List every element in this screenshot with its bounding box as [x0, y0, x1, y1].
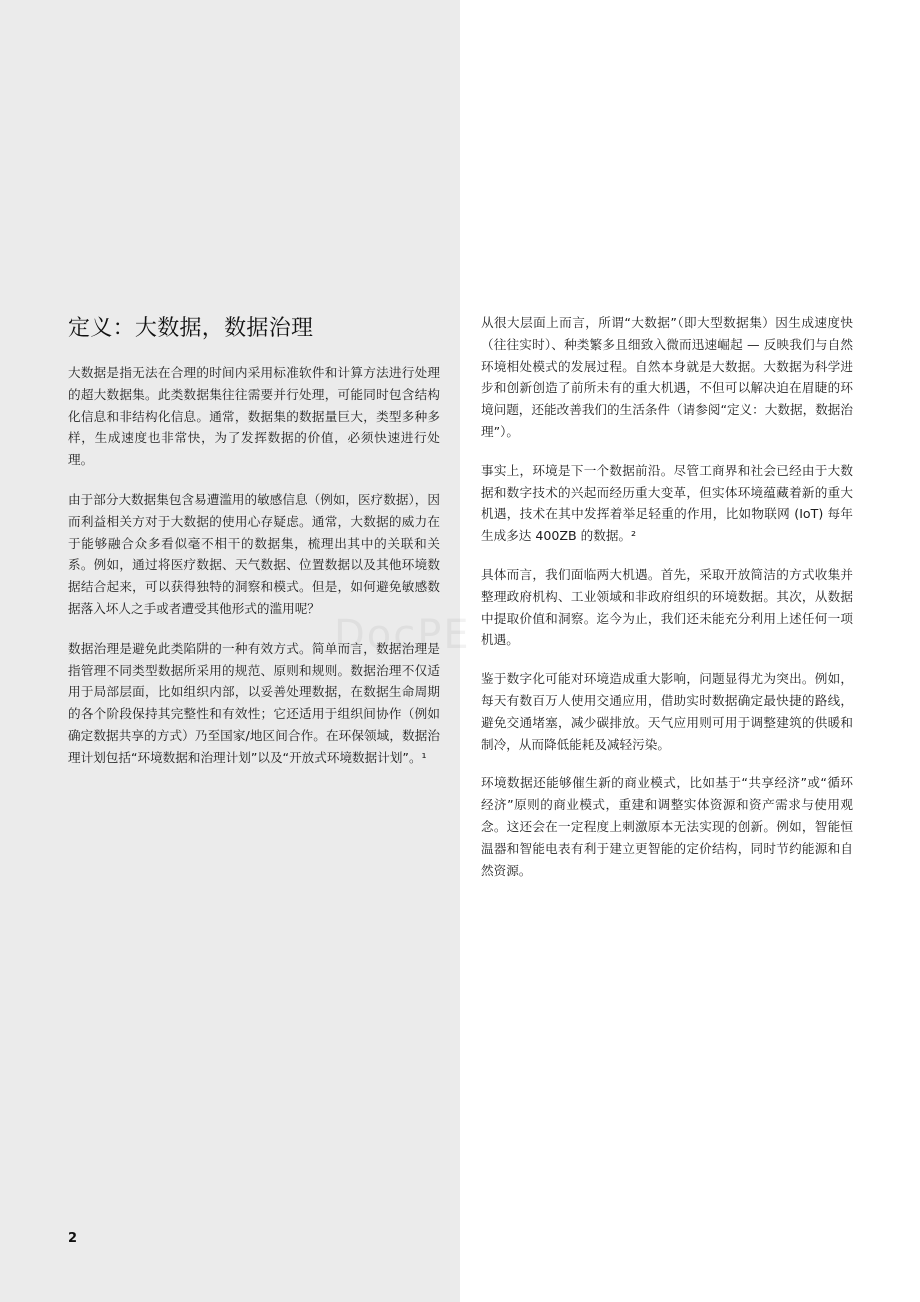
paragraph-sensitive-data: 由于部分大数据集包含易遭滥用的敏感信息（例如，医疗数据），因而利益相关方对于大数据的使用心存疑虑。通常，大数据的威力在于能够融合众多看似毫不相干的数据集，梳理出其中的关联和关系。例如，通过将医疗数据、天气数据、位置数据以及其他环境数据结合起来，可以获得独特的洞察和模式。但是，如何避免敏感数据落入坏人之手或者遭受其他形式的滥用呢？ — [68, 491, 440, 616]
paragraph-two-opportunities: 具体而言，我们面临两大机遇。首先，采取开放简洁的方式收集并整理政府机构、工业领域和非政府组织的环境数据。其次，从数据中提取价值和洞察。迄今为止，我们还未能充分利用上述任何一项机遇。 — [481, 566, 853, 648]
paragraph-data-governance: 数据治理是避免此类陷阱的一种有效方式。简单而言，数据治理是指管理不同类型数据所采用的规范、原则和规则。数据治理不仅适用于局部层面，比如组织内部，以妥善处理数据，在数据生命周期的各个阶段保持其完整性和有效性；它还适用于组织间协作（例如确定数据共享的方式）乃至国家/地区间合作。在环保领域，数据治理计划包括“环境数据和治理计划”以及“开放式环境数据计划”。¹ — [68, 640, 440, 765]
paragraph-big-data-definition: 大数据是指无法在合理的时间内采用标准软件和计算方法进行处理的超大数据集。此类数据集往往需要并行处理，可能同时包含结构化信息和非结构化信息。通常，数据集的数据量巨大，类型多种多样，生成速度也非常快，为了发挥数据的价值，必须快速进行处理。 — [68, 365, 440, 468]
definition-sidebar — [68, 312, 440, 787]
paragraph-data-frontier: 事实上，环境是下一个数据前沿。尽管工商界和社会已经由于大数据和数字技术的兴起而经历重大变革，但实体环境蕴藏着新的重大机遇，技术在其中发挥着举足轻重的作用，比如物联网 (IoT) 每年生成多达 400ZB 的数据。² — [481, 462, 853, 544]
paragraph-digital-impact: 鉴于数字化可能对环境造成重大影响，问题显得尤为突出。例如，每天有数百万人使用交通应用，借助实时数据确定最快捷的路线，避免交通堵塞，减少碳排放。天气应用则可用于调整建筑的供暖和制冷，从而降低能耗及减轻污染。 — [481, 671, 853, 752]
main-body — [481, 312, 853, 898]
page-number: 2 — [68, 1231, 78, 1246]
paragraph-big-data-nature: 从很大层面上而言，所谓“大数据”（即大型数据集）因生成速度快（往往实时）、种类繁多且细致入微而迅速崛起 — 反映我们与自然环境相处模式的发展过程。自然本身就是大数据。大数据为科学进步和创新创造了前所未有的重大机遇，不但可以解决迫在眉睫的环境问题，还能改善我们的生活条件（请参阅“定义：大数据，数据治理”）。 — [481, 315, 853, 439]
paragraph-business-models: 环境数据还能够催生新的商业模式，比如基于“共享经济”或“循环经济”原则的商业模式，重建和调整实体资源和资产需求与使用观念。这还会在一定程度上刺激原本无法实现的创新。例如，智能恒温器和智能电表有利于建立更智能的定价结构，同时节约能源和自然资源。 — [481, 775, 853, 878]
section-title: 定义：大数据，数据治理 — [68, 316, 314, 341]
